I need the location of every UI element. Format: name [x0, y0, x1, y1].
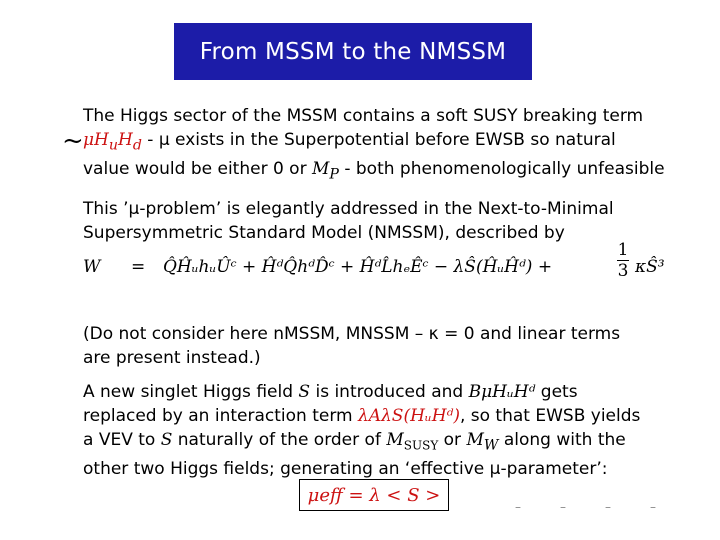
planck-mass: $M_P$ — [311, 159, 339, 183]
nav-dash: – — [650, 500, 656, 514]
nav-dash: – — [605, 500, 611, 514]
paragraph-4-line-3: a VEV to S naturally of the order of $M_{SUSY}$ or $M_W$ along with the — [83, 430, 626, 454]
slide-title: From MSSM to the NMSSM — [174, 23, 532, 80]
slide-body-lower — [83, 322, 683, 481]
nav-dash: – — [515, 500, 521, 514]
paragraph-4-line-4: other two Higgs fields; generating an ‘effective μ-parameter’: — [83, 459, 608, 480]
tilde-symbol: ~ — [62, 126, 84, 156]
mu-hu-hd-term: $\mu H_uH_d$ — [83, 130, 142, 154]
interaction-term: λAλS(HᵤHᵈ) — [357, 406, 460, 426]
paragraph-3-line-2: are present instead.) — [83, 348, 261, 368]
one-third-fraction: 1 3 — [617, 240, 629, 281]
nav-dash: – — [560, 500, 566, 514]
paragraph-2-line-2: Supersymmetric Standard Model (NMSSM), described by — [83, 222, 565, 243]
paragraph-1-line-3: value would be either 0 or $M_P$ - both phenomenologically unfeasible — [83, 159, 665, 183]
paragraph-1-line-2: $\mu H_uH_d$ - μ exists in the Superpotential before EWSB so natural — [83, 130, 616, 154]
slide-body — [83, 104, 683, 245]
paragraph-4-line-2: replaced by an interaction term λAλS(HᵤHᵈ), so that EWSB yields — [83, 406, 641, 426]
paragraph-4-line-1: A new singlet Higgs field S is introduced and BμHᵤHᵈ gets — [83, 382, 578, 402]
paragraph-1-line-1: The Higgs sector of the MSSM contains a soft SUSY breaking term — [83, 106, 644, 126]
mu-eff-box: μeff = λ < S > — [299, 479, 449, 511]
paragraph-2-line-1: This ’μ-problem’ is elegantly addressed in the Next-to-Minimal — [83, 198, 614, 219]
paragraph-3-line-1: (Do not consider here nMSSM, MNSSM – κ = 0 and linear terms — [83, 324, 621, 344]
